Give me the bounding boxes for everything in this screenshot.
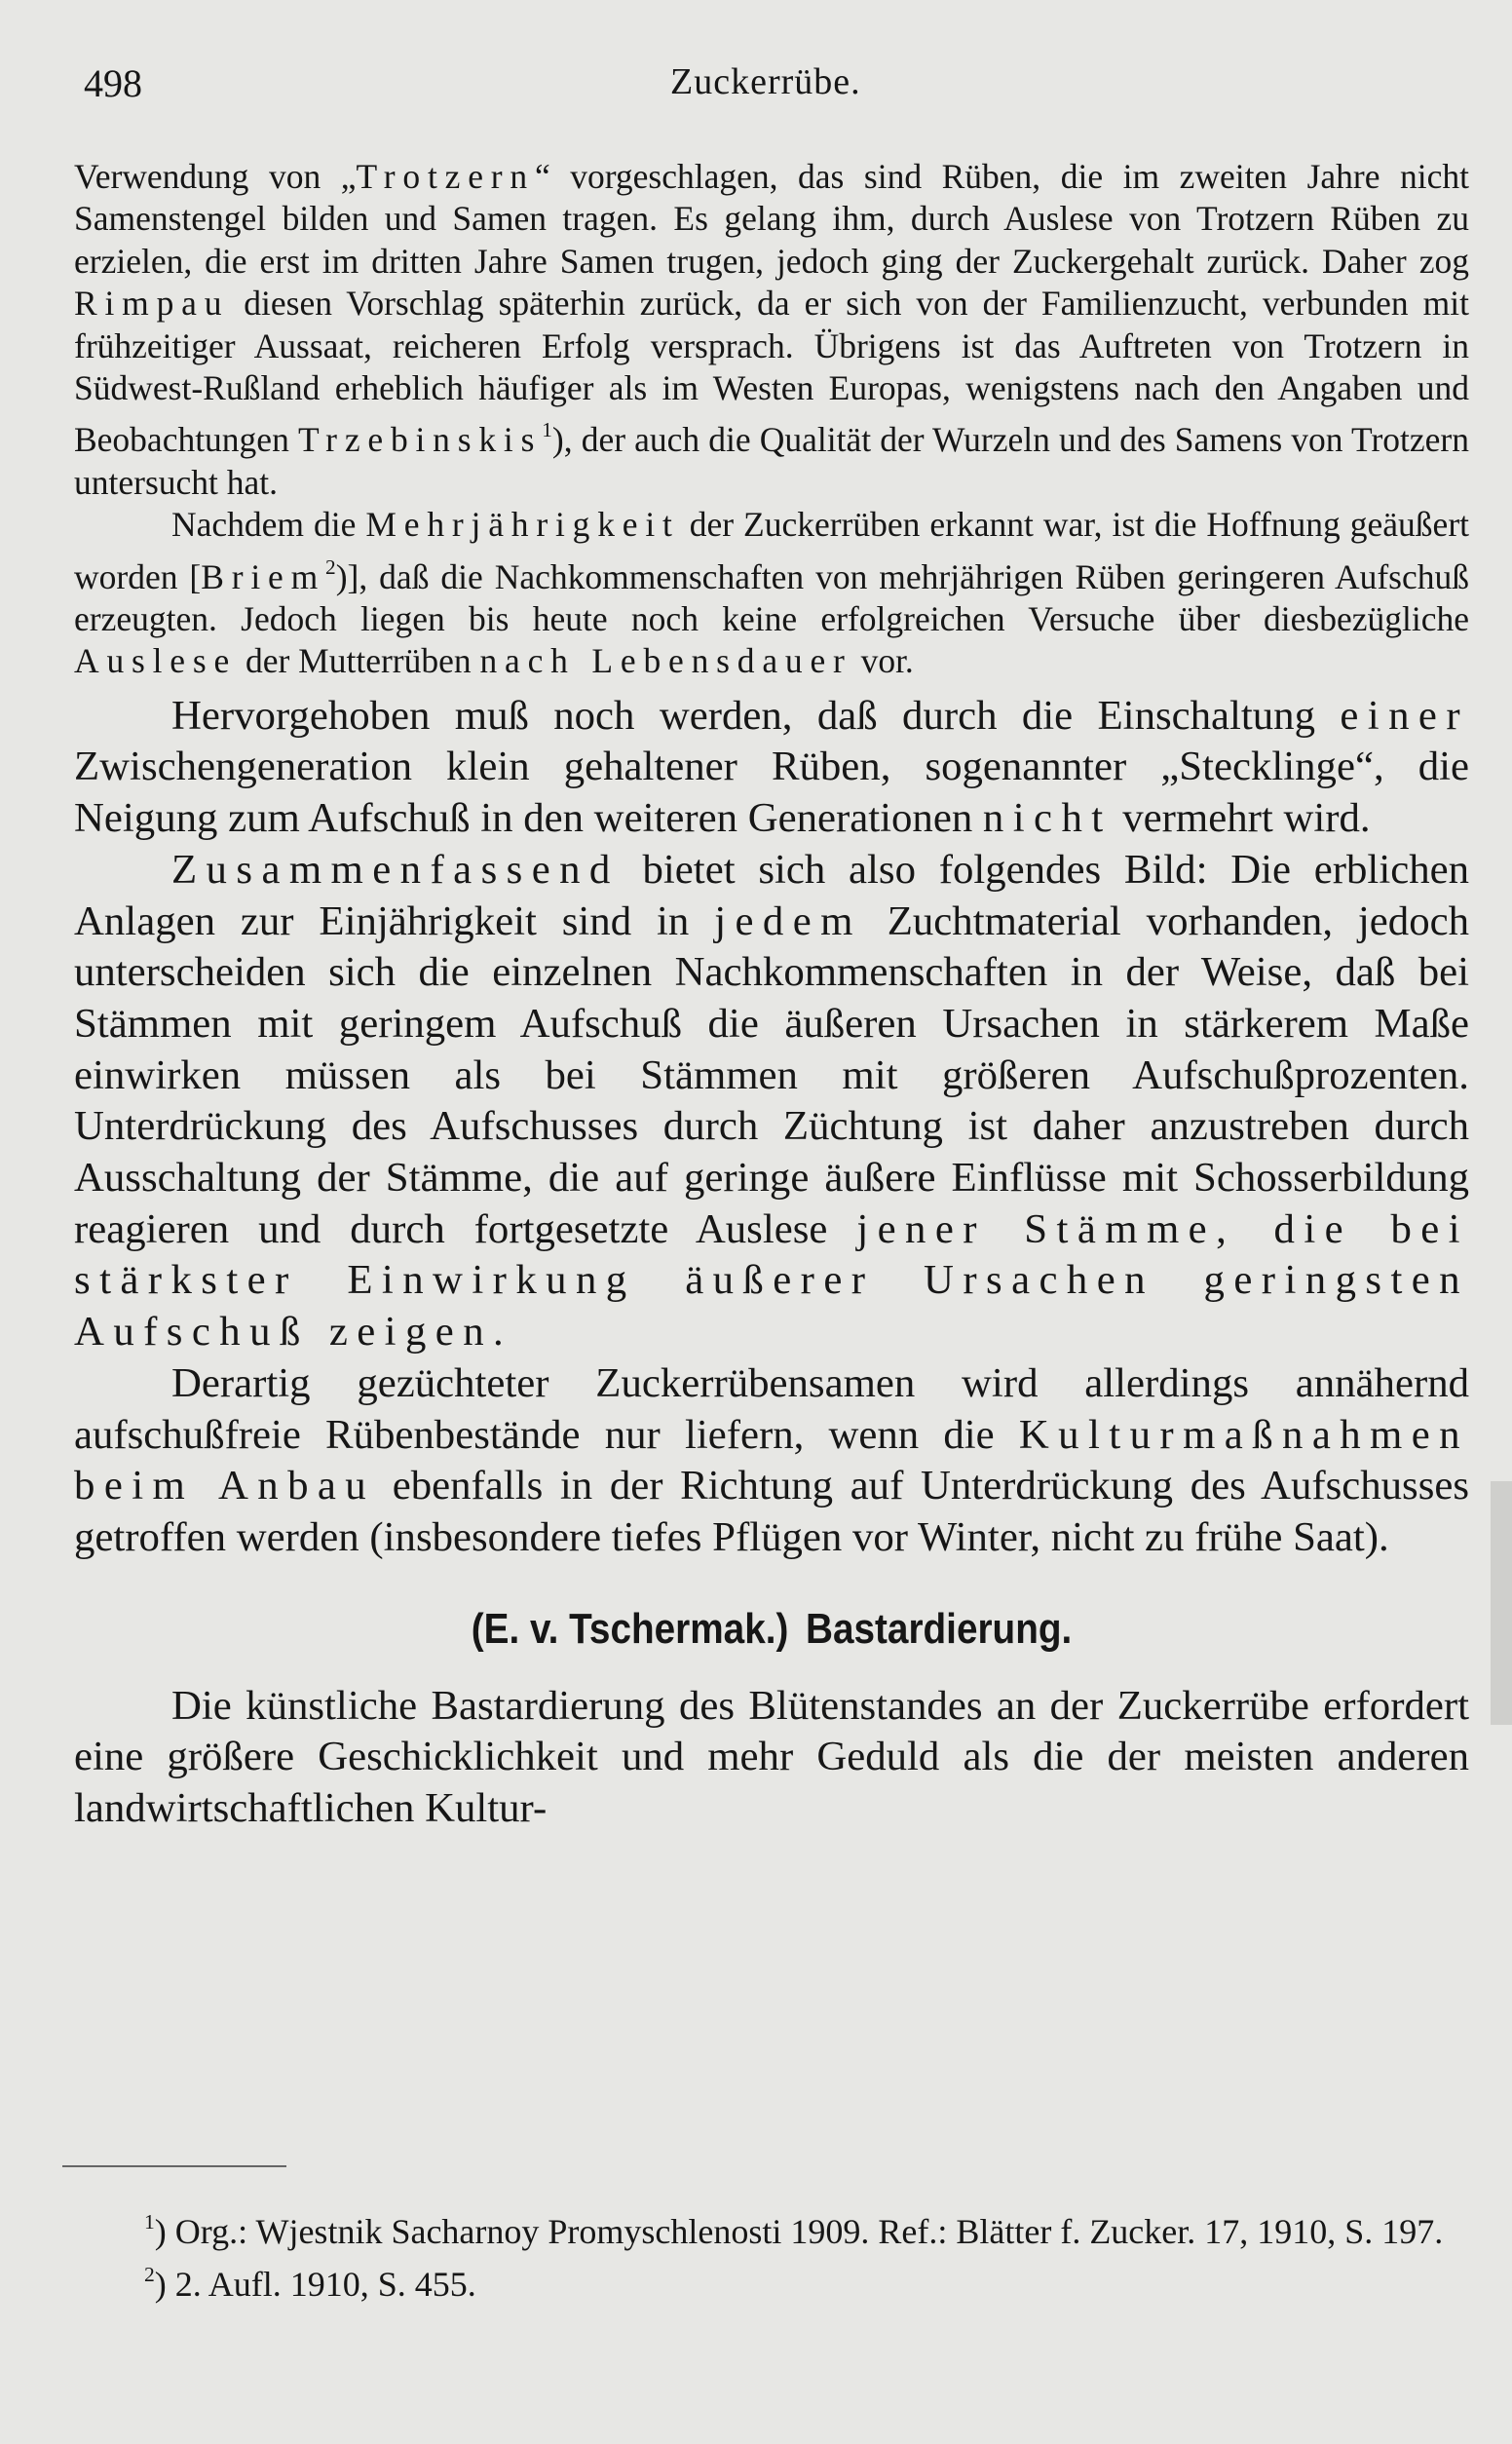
text-run: Verwendung von „: [74, 157, 357, 196]
section-heading: [158, 1603, 1385, 1656]
spaced-term: jedem: [714, 897, 862, 944]
text-run: Derartig gezüchteter Zuckerrübensamen wird allerdings annähernd aufschußfreie Rübenbestände nur liefern, wenn die: [74, 1359, 1469, 1458]
spaced-name: Trzebinskis: [297, 420, 543, 460]
spaced-term: Trotzern: [356, 157, 535, 196]
text-run: der Mutterrüben: [237, 641, 480, 681]
spaced-name: Rimpau: [74, 284, 230, 324]
text-run: diesen Vorschlag späterhin zurück, da er sich von der Familienzucht, verbunden mit frühzeitiger Aussaat, reicheren Erfolg versprach. Übrigens ist das Auftreten von Trotzern in Südwest-Rußland erheblich häufiger als im Westen Europas, wenigstens nach den Angaben und Beobachtungen: [74, 284, 1469, 460]
footnotes: [58, 2200, 1461, 2306]
text-run: )], daß die Nachkommenschaften von mehrjährigen Rüben geringeren Aufschuß erzeugten. Jedoch liegen bis heute noch keine erfolgreichen Versuche über diesbezügliche: [74, 556, 1469, 638]
paragraph-stecklinge: [74, 691, 1469, 845]
footnote-1: [58, 2200, 1461, 2253]
spaced-term: Zusammenfassend: [171, 846, 620, 893]
spaced-term: einer: [1340, 692, 1469, 739]
text-run: vor.: [851, 641, 914, 681]
spaced-term: Kulturmaßnahmen beim Anbau: [74, 1411, 1469, 1509]
text-run: der Zuckerrüben erkannt war, ist die Hoffnung geäußert worden [: [74, 505, 1469, 596]
paragraph-mehrjaehrigkeit: [74, 504, 1469, 683]
footnote-text: ) 2. Aufl. 1910, S. 455.: [154, 2265, 476, 2305]
spaced-name: Briem: [201, 556, 326, 596]
paragraph-trotzern: [74, 156, 1469, 504]
spaced-term: Auslese: [74, 641, 238, 681]
page-header: [0, 60, 1512, 119]
footnote-mark: 2: [144, 2263, 155, 2287]
footnote-rule: [62, 2165, 286, 2167]
small-print-block: [74, 156, 1469, 683]
page-number: 498: [84, 61, 142, 105]
large-print-block: [74, 691, 1469, 1835]
torn-edge: [1491, 1481, 1512, 1725]
text-run: Zwischengeneration klein gehaltener Rüben, sogenannter „Stecklinge“, die Neigung zum Aufschuß in den weiteren Generationen: [74, 744, 1469, 842]
paragraph-bastardierung: Die künstliche Bastardierung des Blütenstandes an der Zuckerrübe erfordert eine größere Geschicklichkeit und mehr Geduld als die der meisten anderen landwirtschaftlichen Kultur-: [74, 1682, 1469, 1832]
spaced-term: jener Stämme, die bei stärkster Einwirkung äußerer Ursachen geringsten Aufschuß zeigen.: [74, 1205, 1469, 1356]
paragraph-kulturmassnahmen: [74, 1358, 1469, 1564]
heading-author: (E. v. Tschermak.): [471, 1604, 789, 1653]
text-run: “ vorgeschlagen, das sind Rüben, die im zweiten Jahre nicht Samenstengel bilden und Samen tragen. Es gelang ihm, durch Auslese von Trotzern Rüben zu erzielen, die erst im dritten Jahre Samen trugen, jedoch ging der Zuckergehalt zurück. Daher zog: [74, 157, 1469, 281]
text-run: vermehrt wird.: [1112, 795, 1371, 842]
footnote-ref: 1: [542, 418, 552, 442]
text-run: bietet sich also folgendes Bild: Die erblichen Anlagen zur Einjährigkeit sind in: [74, 846, 1469, 944]
heading-title: Bastardierung.: [806, 1604, 1073, 1653]
footnote-text: ) Org.: Wjestnik Sacharnoy Promyschlenosti 1909. Ref.: Blätter f. Zucker. 17, 1910, S. 197.: [154, 2212, 1444, 2252]
spaced-term: Mehrjährigkeit: [365, 505, 680, 545]
spaced-term: nach Lebensdauer: [479, 641, 852, 681]
footnote-mark: 1: [144, 2210, 155, 2234]
footnote-ref: 2: [325, 554, 336, 579]
text-run: Zuchtmaterial vorhanden, jedoch unterscheiden sich die einzelnen Nachkommenschaften in der Weise, daß bei Stämmen mit geringem Aufschuß die äußeren Ursachen in stärkerem Maße einwirken müssen als bei Stämmen mit größeren Aufschußprozenten. Unterdrückung des Aufschusses durch Züchtung ist daher anzustreben durch Ausschaltung der Stämme, die auf geringe äußere Einflüsse mit Schosserbildung reagieren und durch fortgesetzte Auslese: [74, 897, 1469, 1252]
text-run: Nachdem die: [171, 505, 366, 545]
spaced-term: nicht: [982, 795, 1113, 842]
text-run: ), der auch die Qualität der Wurzeln und des Samens von Trotzern untersucht hat.: [74, 420, 1469, 502]
text-run: Hervorgehoben muß noch werden, daß durch die Einschaltung: [171, 692, 1341, 739]
text-run: ebenfalls in der Richtung auf Unterdrückung des Aufschusses getroffen werden (insbesondere tiefes Pflügen vor Winter, nicht zu frühe Saat).: [74, 1463, 1469, 1560]
running-head: Zuckerrübe.: [670, 61, 861, 102]
paragraph-zusammenfassend: [74, 845, 1469, 1358]
page-body: [74, 156, 1469, 1835]
footnote-2: [58, 2253, 1461, 2306]
